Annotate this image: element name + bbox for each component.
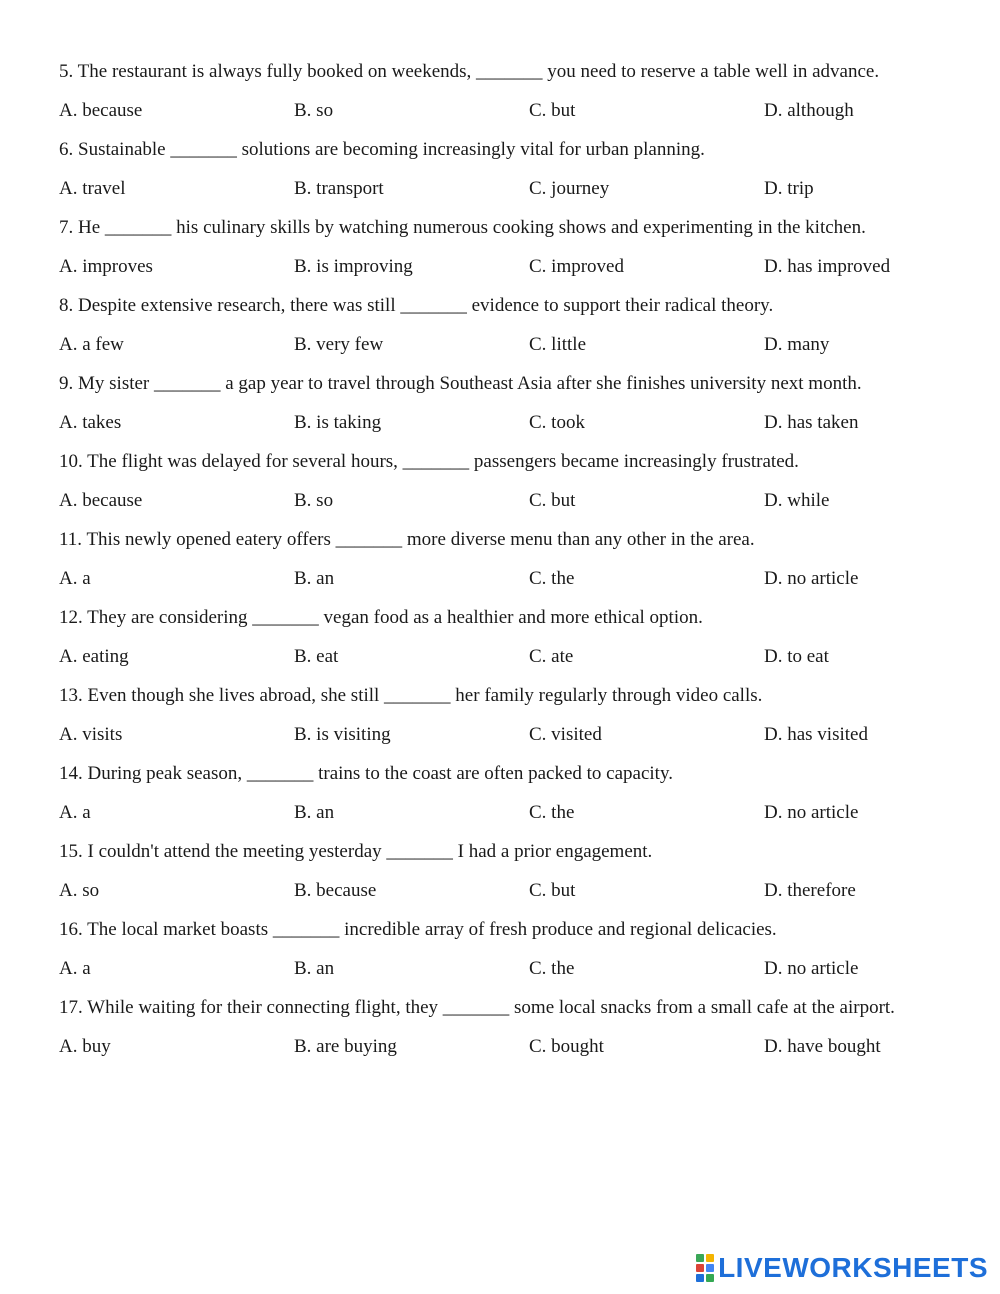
question-text: 12. They are considering _______ vegan food as a healthier and more ethical option. [59,607,703,628]
answer-option[interactable]: A. buy [59,1036,111,1057]
answer-option[interactable]: B. eat [294,646,339,667]
logo-mark-icon [696,1254,714,1282]
answer-option[interactable]: C. but [529,880,576,901]
answer-option[interactable]: D. therefore [764,880,856,901]
logo-square [696,1274,704,1282]
logo-square [696,1264,704,1272]
question-text: 17. While waiting for their connecting flight, they _______ some local snacks from a small cafe at the airport. [59,997,895,1018]
question-list [59,58,949,1060]
answer-option[interactable]: D. to eat [764,646,829,667]
question-text: 9. My sister _______ a gap year to travel through Southeast Asia after she finishes university next month. [59,373,862,394]
answer-option[interactable]: A. a [59,568,91,589]
answer-option[interactable]: D. although [764,100,854,121]
answer-option[interactable]: D. no article [764,802,859,823]
answer-options [59,253,949,280]
answer-option[interactable]: A. travel [59,178,126,199]
answer-options [59,643,949,670]
logo-square [706,1264,714,1272]
question-block [59,760,949,826]
answer-option[interactable]: D. no article [764,958,859,979]
answer-option[interactable]: C. journey [529,178,610,199]
question-block [59,994,949,1060]
answer-option[interactable]: B. an [294,958,335,979]
answer-option[interactable]: A. because [59,490,143,511]
question-text: 16. The local market boasts _______ incredible array of fresh produce and regional delicacies. [59,919,777,940]
answer-option[interactable]: C. visited [529,724,602,745]
question-block [59,526,949,592]
question-text: 8. Despite extensive research, there was still _______ evidence to support their radical theory. [59,295,774,316]
answer-option[interactable]: B. is visiting [294,724,391,745]
answer-option[interactable]: C. improved [529,256,624,277]
question-block [59,682,949,748]
answer-option[interactable]: B. are buying [294,1036,397,1057]
question-block [59,214,949,280]
question-block [59,448,949,514]
answer-options [59,487,949,514]
answer-option[interactable]: D. while [764,490,830,511]
question-block [59,370,949,436]
question-text: 5. The restaurant is always fully booked on weekends, _______ you need to reserve a table well in advance. [59,61,880,82]
answer-option[interactable]: D. many [764,334,830,355]
answer-option[interactable]: C. took [529,412,585,433]
question-block [59,136,949,202]
answer-option[interactable]: B. because [294,880,377,901]
answer-options [59,721,949,748]
answer-option[interactable]: B. an [294,802,335,823]
answer-option[interactable]: B. an [294,568,335,589]
answer-options [59,1033,949,1060]
answer-option[interactable]: D. no article [764,568,859,589]
answer-options [59,97,949,124]
question-text: 14. During peak season, _______ trains to the coast are often packed to capacity. [59,763,673,784]
answer-options [59,175,949,202]
answer-options [59,331,949,358]
answer-options [59,877,949,904]
answer-options [59,799,949,826]
answer-option[interactable]: A. a [59,958,91,979]
answer-option[interactable]: D. has visited [764,724,868,745]
liveworksheets-logo [696,1252,988,1284]
answer-option[interactable]: C. the [529,568,575,589]
answer-option[interactable]: C. little [529,334,586,355]
answer-option[interactable]: C. bought [529,1036,604,1057]
question-text: 7. He _______ his culinary skills by watching numerous cooking shows and experimenting in the kitchen. [59,217,866,238]
answer-option[interactable]: A. because [59,100,143,121]
answer-option[interactable]: D. have bought [764,1036,881,1057]
answer-option[interactable]: B. transport [294,178,384,199]
answer-option[interactable]: B. is improving [294,256,413,277]
question-text: 6. Sustainable _______ solutions are becoming increasingly vital for urban planning. [59,139,705,160]
logo-square [706,1274,714,1282]
answer-option[interactable]: A. improves [59,256,153,277]
answer-option[interactable]: B. very few [294,334,384,355]
worksheet [59,58,949,1072]
answer-option[interactable]: A. a [59,802,91,823]
question-block [59,292,949,358]
answer-option[interactable]: D. has taken [764,412,859,433]
question-text: 13. Even though she lives abroad, she still _______ her family regularly through video calls. [59,685,763,706]
answer-option[interactable]: D. trip [764,178,814,199]
question-block [59,838,949,904]
question-block [59,58,949,124]
question-text: 15. I couldn't attend the meeting yesterday _______ I had a prior engagement. [59,841,653,862]
answer-option[interactable]: A. visits [59,724,123,745]
answer-option[interactable]: B. is taking [294,412,382,433]
answer-option[interactable]: C. the [529,802,575,823]
answer-option[interactable]: A. a few [59,334,124,355]
answer-option[interactable]: C. ate [529,646,574,667]
answer-option[interactable]: C. but [529,100,576,121]
logo-square [696,1254,704,1262]
answer-option[interactable]: D. has improved [764,256,891,277]
answer-options [59,565,949,592]
question-block [59,604,949,670]
question-text: 11. This newly opened eatery offers _______ more diverse menu than any other in the area. [59,529,755,550]
answer-option[interactable]: C. but [529,490,576,511]
question-block [59,916,949,982]
answer-option[interactable]: C. the [529,958,575,979]
answer-option[interactable]: A. eating [59,646,129,667]
answer-option[interactable]: B. so [294,490,334,511]
answer-options [59,955,949,982]
answer-options [59,409,949,436]
logo-text: LIVEWORKSHEETS [718,1252,988,1283]
answer-option[interactable]: A. so [59,880,100,901]
question-text: 10. The flight was delayed for several hours, _______ passengers became increasingly frustrated. [59,451,799,472]
answer-option[interactable]: A. takes [59,412,122,433]
logo-square [706,1254,714,1262]
answer-option[interactable]: B. so [294,100,334,121]
